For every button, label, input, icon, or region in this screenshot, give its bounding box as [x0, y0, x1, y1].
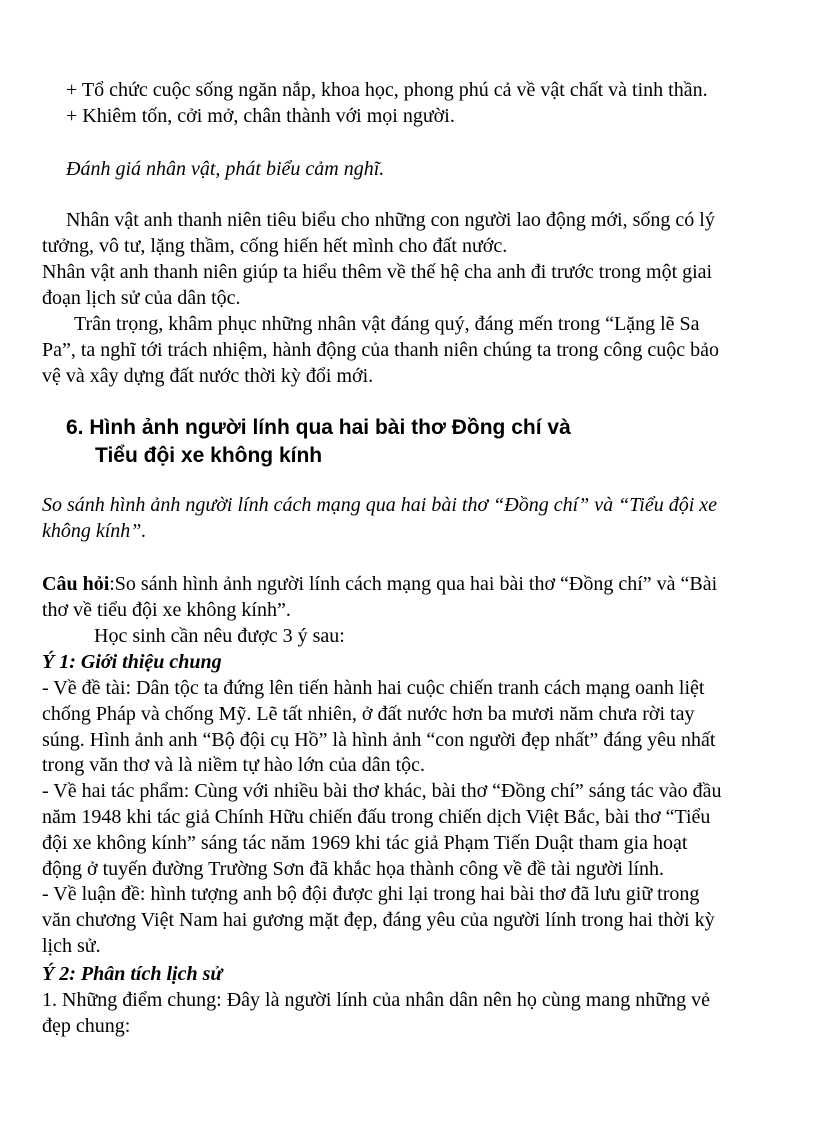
question-block: Câu hỏi:So sánh hình ảnh người lính cách mạng qua hai bài thơ “Đồng chí” và “Bài thơ về tiểu đội xe không kính”. [42, 573, 718, 621]
section-title: 6. Hình ảnh người lính qua hai bài thơ Đồng chí và Tiểu đội xe không kính [66, 416, 571, 467]
paragraph-2: Nhân vật anh thanh niên giúp ta hiểu thêm về thế hệ cha anh đi trước trong một giai đoạn lịch sử của dân tộc. [42, 261, 713, 309]
y2-body: 1. Những điểm chung: Đây là người lính của nhân dân nên họ cùng mang những vẻ đẹp chung: [42, 989, 710, 1037]
paragraph-1: Nhân vật anh thanh niên tiêu biểu cho những con người lao động mới, sống có lý tưởng, vô tư, lặng thầm, cống hiến hết mình cho đất nước. [42, 209, 715, 257]
question-label: Câu hỏi [42, 573, 110, 595]
y1-heading: Ý 1: Giới thiệu chung [42, 651, 222, 673]
bullet-list [42, 78, 782, 130]
question-text: :So sánh hình ảnh người lính cách mạng qua hai bài thơ “Đồng chí” và “Bài [109, 573, 718, 595]
evaluation-heading: Đánh giá nhân vật, phát biểu cảm nghĩ. [66, 158, 385, 180]
paragraph-3: Trân trọng, khâm phục những nhân vật đáng quý, đáng mến trong “Lặng lẽ Sa Pa”, ta nghĩ tới trách nhiệm, hành động của thanh niên chúng ta trong công cuộc bảo vệ và xây dựng đất nước thời kỳ đổi mới. [42, 313, 720, 387]
bullet-item: + Khiêm tốn, cởi mở, chân thành với mọi người. [66, 104, 455, 127]
students-note: Học sinh cần nêu được 3 ý sau: [94, 625, 345, 647]
bullet-item: + Tổ chức cuộc sống ngăn nắp, khoa học, phong phú cả về vật chất và tinh thần. [66, 79, 708, 101]
y1-body: - Về đề tài: Dân tộc ta đứng lên tiến hành hai cuộc chiến tranh cách mạng oanh liệt chống Pháp và chống Mỹ. Lẽ tất nhiên, ở đất nước hơn ba mươi năm chưa rời tay súng. Hình ảnh anh “Bộ đội cụ Hồ” là hình ảnh “con người đẹp nhất” đáng yêu nhất trong văn thơ và là niềm tự hào lớn của dân tộc. - Về hai tác phẩm: Cùng với nhiều bài thơ khác, bài thơ “Đồng chí” sáng tác vào đầu năm 1948 khi tác giả Chính Hữu chiến đấu trong chiến dịch Việt Bắc, bài thơ “Tiểu đội xe không kính” sáng tác năm 1969 khi tác giả Phạm Tiến Duật tham gia hoạt động ở tuyến đường Trường Sơn đã khắc họa thành công về đề tài người lính. - Về luận đề: hình tượng anh bộ đội được ghi lại trong hai bài thơ đã lưu giữ trong văn chương Việt Nam hai gương mặt đẹp, đáng yêu của người lính trong hai thời kỳ lịch sử. [42, 677, 722, 957]
intro-prompt: So sánh hình ảnh người lính cách mạng qua hai bài thơ “Đồng chí” và “Tiểu đội xe không kính”. [42, 494, 718, 542]
y2-heading: Ý 2: Phân tích lịch sử [42, 963, 223, 985]
